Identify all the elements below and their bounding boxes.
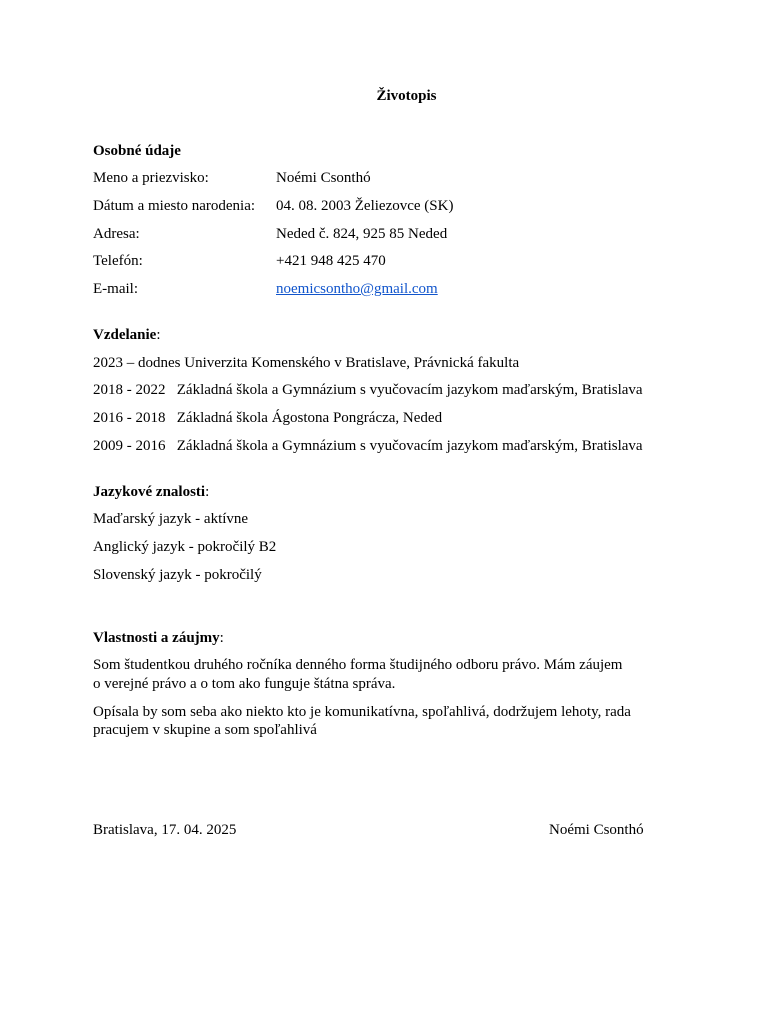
birth-value: 04. 08. 2003 Želiezovce (SK)	[276, 198, 454, 214]
address-label: Adresa:	[93, 226, 140, 242]
traits-paragraph-2-line-1: Opísala by som seba ako niekto kto je komunikatívna, spoľahlivá, dodržujem lehoty, rada	[93, 704, 631, 720]
education-heading-colon: :	[156, 327, 161, 343]
education-heading	[93, 326, 161, 344]
traits-heading	[93, 629, 224, 647]
traits-paragraph-1-line-1: Som študentkou druhého ročníka denného forma študijného odboru právo. Mám záujem	[93, 657, 623, 673]
education-item	[93, 409, 442, 427]
traits-paragraph-2-line-2: pracujem v skupine a som spoľahlivá	[93, 722, 317, 738]
traits-heading-colon: :	[219, 630, 224, 646]
education-text: Základná škola a Gymnázium s vyučovacím jazykom maďarským, Bratislava	[176, 438, 643, 454]
name-value: Noémi Csonthó	[276, 170, 371, 186]
signature-name: Noémi Csonthó	[549, 822, 644, 838]
education-years: 2016 - 2018	[93, 410, 166, 426]
name-label: Meno a priezvisko:	[93, 170, 209, 186]
language-item: Anglický jazyk - pokročilý B2	[93, 539, 277, 555]
traits-paragraph-1-line-2: o verejné právo a o tom ako funguje štátna správa.	[93, 676, 396, 692]
education-text: Univerzita Komenského v Bratislave, Právnická fakulta	[184, 355, 520, 371]
languages-heading-text: Jazykové znalosti	[93, 484, 206, 500]
traits-heading-text: Vlastnosti a záujmy	[93, 630, 220, 646]
email-label: E-mail:	[93, 281, 138, 297]
education-text: Základná škola a Gymnázium s vyučovacím jazykom maďarským, Bratislava	[176, 382, 643, 398]
languages-heading-colon: :	[205, 484, 210, 500]
email-link[interactable]: noemicsontho@gmail.com	[276, 281, 438, 297]
education-item	[93, 381, 643, 399]
education-years: 2018 - 2022	[93, 382, 166, 398]
personal-heading: Osobné údaje	[93, 143, 181, 159]
education-years: 2023 – dodnes	[93, 355, 181, 371]
languages-heading	[93, 483, 209, 501]
phone-value: +421 948 425 470	[276, 253, 386, 269]
place-date: Bratislava, 17. 04. 2025	[93, 822, 237, 838]
education-heading-text: Vzdelanie	[93, 327, 157, 343]
language-item: Maďarský jazyk - aktívne	[93, 511, 249, 527]
language-item: Slovenský jazyk - pokročilý	[93, 567, 262, 583]
education-text: Základná škola Ágostona Pongrácza, Neded	[176, 410, 443, 426]
education-item	[93, 354, 519, 372]
document-title: Životopis	[376, 88, 437, 104]
education-years: 2009 - 2016	[93, 438, 166, 454]
birth-label: Dátum a miesto narodenia:	[93, 198, 256, 214]
education-item	[93, 437, 643, 455]
address-value: Neded č. 824, 925 85 Neded	[276, 226, 448, 242]
phone-label: Telefón:	[93, 253, 143, 269]
